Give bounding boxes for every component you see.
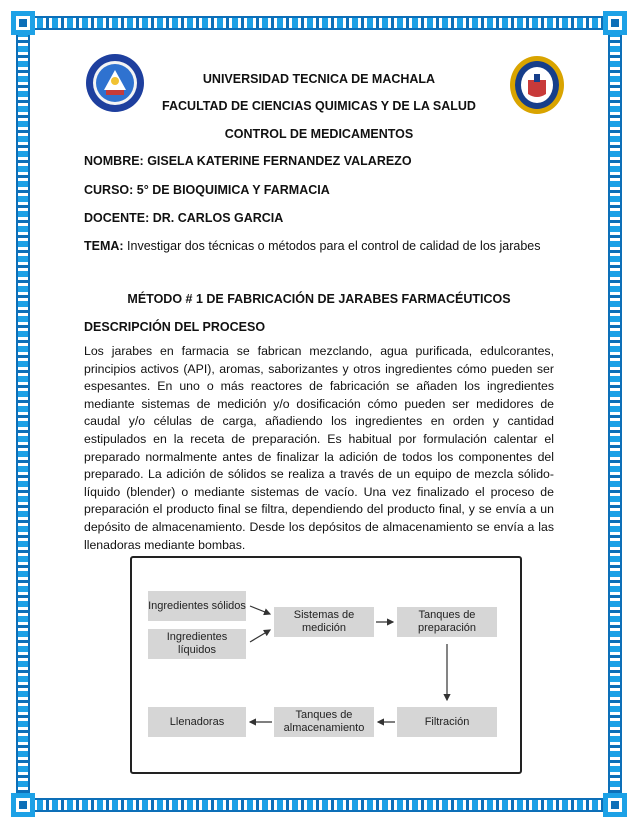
course-level: CURSO: 5° DE BIOQUIMICA Y FARMACIA: [84, 183, 330, 197]
corner-ornament-icon: [600, 8, 630, 38]
teacher-name: DOCENTE: DR. CARLOS GARCIA: [84, 211, 284, 225]
arrow-solids-to-measure: [250, 606, 270, 614]
border-right: [608, 26, 622, 802]
topic: [84, 239, 541, 253]
border-bottom: [22, 798, 616, 812]
box-solid-ingredients: Ingredientes sólidos: [148, 591, 246, 621]
method-title: MÉTODO # 1 DE FABRICACIÓN DE JARABES FARMACÉUTICOS: [127, 292, 511, 306]
corner-ornament-icon: [8, 8, 38, 38]
box-liquid-ingredients: Ingredientes líquidos: [148, 629, 246, 659]
process-flow-diagram: [130, 556, 522, 774]
arrow-liquids-to-measure: [250, 630, 270, 642]
process-description: Los jarabes en farmacia se fabrican mezclando, agua purificada, edulcorantes, principios activos (API), aromas, saborizantes y otros ingredientes cómo pueden ser espesantes. En uno o más reactores de fabricación se añaden los ingredientes mediante sistemas de medición y/o dosificación cómo pueden ser medidores de caudal y/o células de carga, añadiendo los ingredientes en orden y cantidad estipulados en la receta de preparación. Es habitual por formulación calentar el preparado normalmente antes de finalizar la adición de todos los componentes del preparado. La adición de sólidos se realiza a través de un equipo de mezcla sólido-líquido (blender) o mediante sistemas de vacío. Una vez finalizado el proceso de preparación el producto final se filtra, dependiendo del producto final, y se envía a un depósito de almacenamiento. Desde los depósitos de almacenamiento se envía a las llenadoras mediante bombas.: [84, 344, 554, 552]
box-measurement-systems: Sistemas de medición: [274, 607, 374, 637]
course-subject: CONTROL DE MEDICAMENTOS: [224, 127, 414, 141]
corner-ornament-icon: [8, 790, 38, 820]
student-name: NOMBRE: GISELA KATERINE FERNANDEZ VALAREZO: [84, 154, 412, 168]
box-preparation-tanks: Tanques de preparación: [397, 607, 497, 637]
box-storage-tanks: Tanques de almacenamiento: [274, 707, 374, 737]
box-fillers: Llenadoras: [148, 707, 246, 737]
flow-arrows: [132, 558, 519, 771]
topic-value: Investigar dos técnicas o métodos para el control de calidad de los jarabes: [123, 239, 541, 253]
university-name: UNIVERSIDAD TECNICA DE MACHALA: [202, 72, 436, 86]
box-filtration: Filtración: [397, 707, 497, 737]
faculty-name: FACULTAD DE CIENCIAS QUIMICAS Y DE LA SALUD: [162, 99, 476, 113]
corner-ornament-icon: [600, 790, 630, 820]
border-left: [16, 26, 30, 802]
border-top: [22, 16, 616, 30]
topic-label: TEMA:: [84, 239, 124, 253]
description-heading: DESCRIPCIÓN DEL PROCESO: [84, 320, 266, 334]
